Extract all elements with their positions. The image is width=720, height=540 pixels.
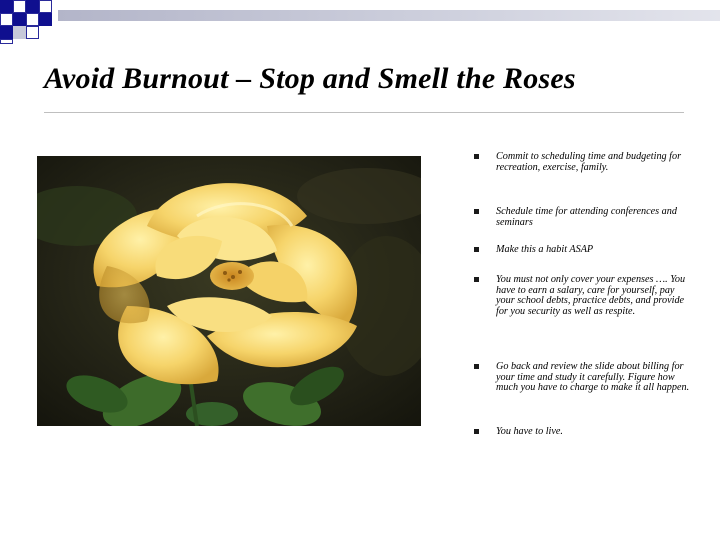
square-bullet-icon [474, 277, 479, 282]
bullet-text: You have to live. [496, 426, 563, 437]
header-decoration [0, 0, 720, 44]
rose-image [37, 156, 421, 426]
bullet-text: You must not only cover your expenses …. You have to earn a salary, care for yourself, pay your school debts, practice debts, and provide for you security as well as respite. [496, 274, 686, 317]
square-bullet-icon [474, 154, 479, 159]
rose-photo [37, 156, 421, 426]
corner-square-icon [0, 39, 13, 44]
corner-square-icon [13, 13, 26, 26]
corner-square-icon [13, 0, 26, 13]
bullet-text: Commit to scheduling time and budgeting for recreation, exercise, family. [496, 151, 682, 173]
square-bullet-icon [474, 209, 479, 214]
corner-square-icon [26, 26, 39, 39]
square-bullet-icon [474, 364, 479, 369]
corner-square-icon [0, 26, 13, 39]
title-divider [44, 112, 684, 113]
corner-square-icon [13, 26, 26, 39]
bullet-text: Schedule time for attending conferences and seminars [496, 206, 677, 228]
bullet-text: Make this a habit ASAP [496, 244, 594, 255]
corner-square-icon [26, 0, 39, 13]
corner-square-icon [26, 13, 39, 26]
bullet-text: Go back and review the slide about billing for your time and study it carefully. Figure how much you have to charge to make it all happen. [496, 361, 690, 394]
corner-square-icon [39, 13, 52, 26]
corner-square-icon [39, 0, 52, 13]
slide-title: Avoid Burnout – Stop and Smell the Roses [44, 62, 576, 95]
corner-square-icon [0, 13, 13, 26]
square-bullet-icon [474, 247, 479, 252]
square-bullet-icon [474, 429, 479, 434]
corner-square-icon [0, 0, 13, 13]
header-gradient-bar [58, 10, 720, 21]
